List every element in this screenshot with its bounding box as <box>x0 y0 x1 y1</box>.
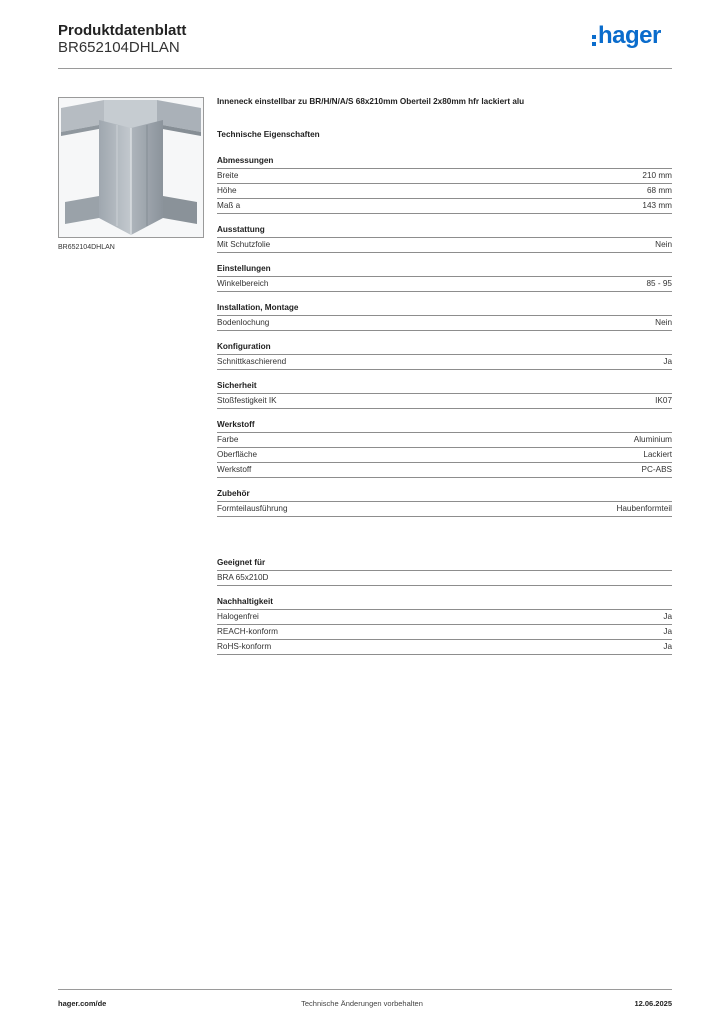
extra-groups <box>217 556 672 655</box>
property-value: 143 mm <box>642 201 672 210</box>
property-row <box>217 640 672 655</box>
product-image <box>58 97 204 238</box>
property-group <box>217 418 672 478</box>
property-row <box>217 184 672 199</box>
inner-corner-part-icon <box>59 98 203 237</box>
property-value: Ja <box>663 642 672 651</box>
property-row <box>217 571 672 586</box>
property-group <box>217 223 672 253</box>
property-row <box>217 238 672 253</box>
header-divider <box>58 68 672 69</box>
property-groups <box>217 154 672 517</box>
property-value: Haubenformteil <box>616 504 672 513</box>
property-value: 85 - 95 <box>646 279 672 288</box>
footer-note: Technische Änderungen vorbehalten <box>301 999 423 1008</box>
footer-date: 12.06.2025 <box>634 999 672 1008</box>
property-row <box>217 199 672 214</box>
group-title: Zubehör <box>217 487 672 502</box>
property-row <box>217 394 672 409</box>
property-group <box>217 340 672 370</box>
property-row <box>217 169 672 184</box>
product-description: Inneneck einstellbar zu BR/H/N/A/S 68x210mm Oberteil 2x80mm hfr lackiert alu <box>217 97 525 106</box>
article-number: BR652104DHLAN <box>58 39 180 56</box>
footer-website[interactable]: hager.com/de <box>58 999 107 1008</box>
property-group <box>217 262 672 292</box>
group-title: Einstellungen <box>217 262 672 277</box>
property-value: PC-ABS <box>641 465 672 474</box>
property-label: Breite <box>217 171 239 180</box>
property-group <box>217 301 672 331</box>
group-title: Installation, Montage <box>217 301 672 316</box>
property-value: Nein <box>655 240 672 249</box>
property-group <box>217 154 672 214</box>
suitable-for-group <box>217 556 672 586</box>
property-label: Stoßfestigkeit IK <box>217 396 277 405</box>
product-details <box>217 96 672 664</box>
property-row <box>217 448 672 463</box>
property-label: Schnittkaschierend <box>217 357 287 366</box>
property-label: Maß a <box>217 201 241 210</box>
property-value: 210 mm <box>642 171 672 180</box>
property-label: RoHS-konform <box>217 642 272 651</box>
property-row <box>217 610 672 625</box>
property-value: IK07 <box>655 396 672 405</box>
property-group <box>217 487 672 517</box>
image-caption: BR652104DHLAN <box>58 244 115 251</box>
property-label: Oberfläche <box>217 450 258 459</box>
logo-dots-icon <box>592 26 597 50</box>
property-label: Winkelbereich <box>217 279 269 288</box>
property-row <box>217 316 672 331</box>
logo-text: hager <box>598 22 661 49</box>
property-row <box>217 625 672 640</box>
property-value: Ja <box>663 627 672 636</box>
property-row <box>217 433 672 448</box>
property-label: Halogenfrei <box>217 612 259 621</box>
group-title: Werkstoff <box>217 418 672 433</box>
property-label: Höhe <box>217 186 237 195</box>
group-title: Geeignet für <box>217 556 672 571</box>
page-title: Produktdatenblatt <box>58 22 187 39</box>
property-group <box>217 379 672 409</box>
property-label: Formteilausführung <box>217 504 288 513</box>
group-title: Sicherheit <box>217 379 672 394</box>
property-value: Aluminium <box>633 435 672 444</box>
property-label: BRA 65x210D <box>217 573 269 582</box>
property-value: Lackiert <box>643 450 672 459</box>
group-title: Konfiguration <box>217 340 672 355</box>
sustainability-group <box>217 595 672 655</box>
property-value: Ja <box>663 357 672 366</box>
group-title: Ausstattung <box>217 223 672 238</box>
property-label: Bodenlochung <box>217 318 270 327</box>
property-value: Ja <box>663 612 672 621</box>
property-label: REACH-konform <box>217 627 278 636</box>
group-title: Abmessungen <box>217 154 672 169</box>
property-row <box>217 463 672 478</box>
property-row <box>217 355 672 370</box>
property-value: Nein <box>655 318 672 327</box>
technical-properties-heading: Technische Eigenschaften <box>217 130 320 139</box>
footer-divider <box>58 989 672 990</box>
property-label: Mit Schutzfolie <box>217 240 271 249</box>
property-value: 68 mm <box>646 186 672 195</box>
group-title: Nachhaltigkeit <box>217 595 672 610</box>
property-label: Farbe <box>217 435 239 444</box>
property-label: Werkstoff <box>217 465 252 474</box>
property-row <box>217 277 672 292</box>
property-row <box>217 502 672 517</box>
